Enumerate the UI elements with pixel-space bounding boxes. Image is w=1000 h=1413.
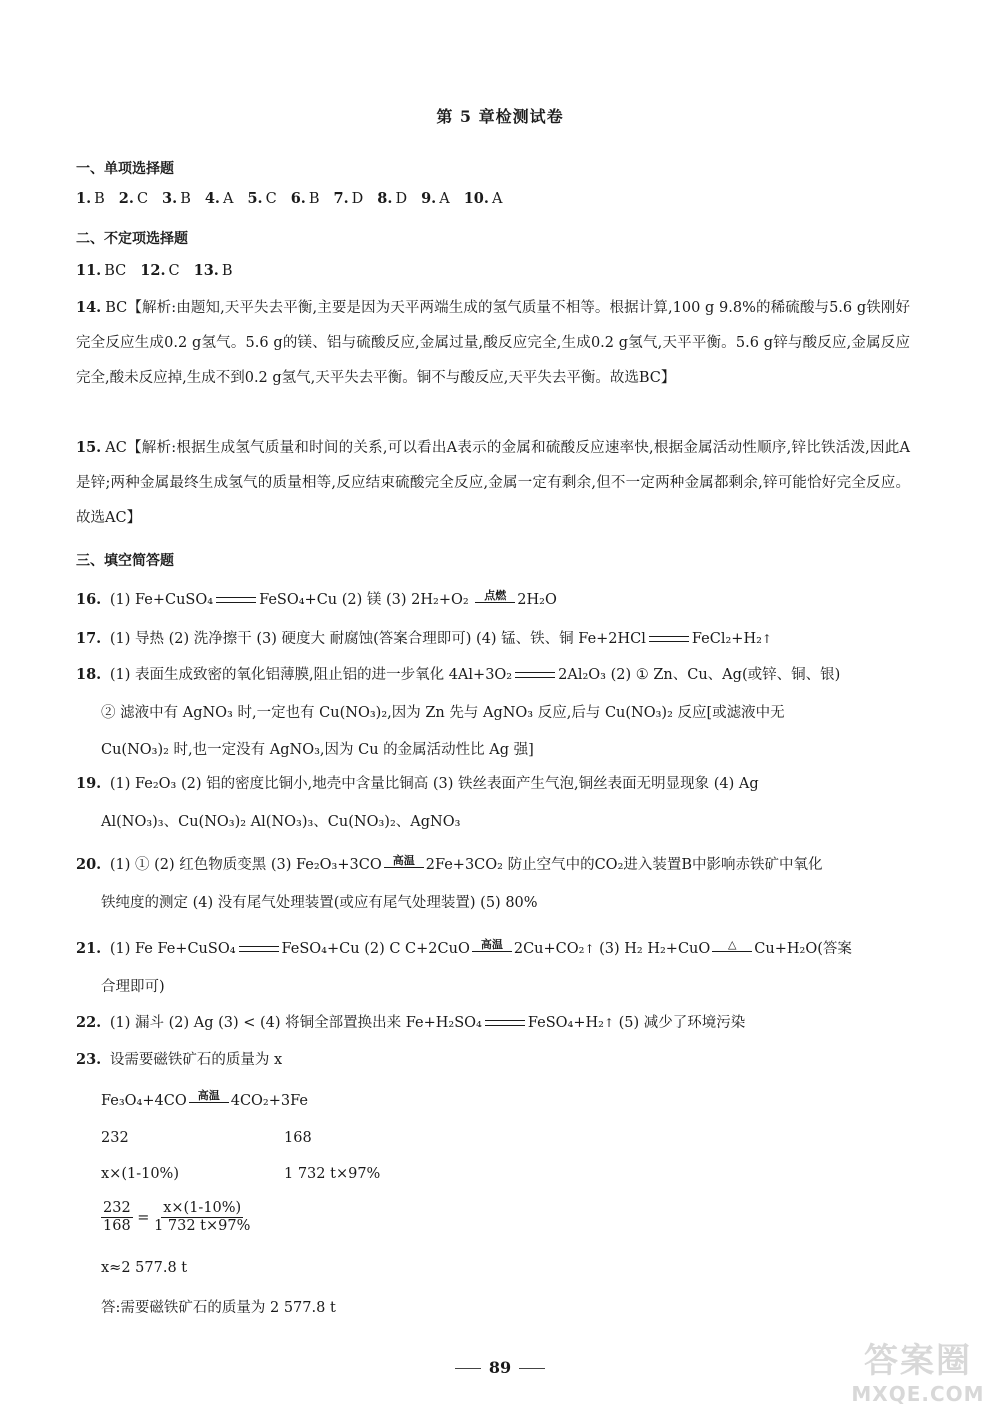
question-number: 14. [76,299,102,316]
reaction-condition [189,1090,229,1109]
choice-answer [421,191,450,207]
page-title: 第 5 章检测试卷 [436,107,564,126]
answer-letter: A [491,191,503,207]
question-number: 22. [76,1014,102,1031]
q23-intro: 设需要磁铁矿石的质量为 x [109,1052,283,1068]
choice-answer [247,191,276,207]
q23-result: x≈2 577.8 t [101,1260,188,1276]
q18-line1a: (1) 表面生成致密的氧化铝薄膜,阻止铝的进一步氧化 4Al+3O₂ [109,667,513,683]
fraction-right [154,1200,250,1236]
answer-letter: A [439,191,450,207]
watermark-logo: 答案圈 [864,1341,972,1381]
q18-line3: Cu(NO₃)₂ 时,也一定没有 AgNO₃,因为 Cu 的金属活动性比 Ag 强] [101,742,534,758]
q20-part1: (1) ① (2) 红色物质变黑 (3) Fe₂O₃+3CO [109,857,382,873]
question-20 [76,853,823,874]
question-22 [76,1011,745,1032]
answer-number: 8. [377,190,393,207]
question-number: 18. [76,666,102,683]
answer-number: 9. [421,190,437,207]
question-number: 19. [76,775,102,792]
fraction-denominator: 1 732 t×97% [154,1218,251,1235]
page-number-value: 89 [488,1358,512,1377]
reaction-condition [472,939,512,958]
choice-answer [291,191,320,207]
section-multi-choice: 二、不定项选择题 [76,231,188,247]
question-19 [76,772,759,793]
question-number: 21. [76,940,102,957]
gas-arrow-icon: ↑ [603,1016,615,1030]
question-number: 23. [76,1051,102,1068]
condition-label: △ [728,938,737,951]
answer-letter: B [221,263,233,279]
question-14 [76,290,910,396]
gas-arrow-icon: ↑ [761,632,772,646]
choice-answer [76,263,126,279]
answer-letter: BC [104,263,127,279]
answer-number: 1. [76,190,92,207]
question-17 [76,627,772,648]
condition-bar [384,867,424,868]
equals-sign [649,636,689,642]
section-single-choice: 一、单项选择题 [76,161,174,177]
q16-part3: 2H₂O [517,592,557,608]
question-15-text: AC【解析:根据生成氢气质量和时间的关系,可以看出A表示的金属和硫酸反应速率快,根据金属活动性顺序,锌比铁活泼,因此A是锌;两种金属最终生成氢气的质量相等,反应结束硫酸完全反应,金属一定有剩余,但不一定两种金属都剩余,锌可能恰好完全反应。故选AC】 [76,440,910,526]
q23-quantity-2: 1 732 t×97% [284,1166,381,1182]
q21-part4: (3) H₂ H₂+CuO [594,941,711,957]
equals-text: = [137,1209,150,1226]
condition-bar [189,1102,229,1103]
answer-letter: B [94,191,105,207]
fraction-numerator: 232 [101,1200,133,1218]
single-choice-answers [76,190,516,207]
answer-letter: D [351,191,364,207]
page-number-dash-right [519,1368,545,1369]
choice-answer [377,191,407,207]
watermark [838,1340,998,1410]
answer-number: 13. [193,262,219,279]
question-number: 15. [76,439,102,456]
choice-answer [464,191,503,207]
choice-answer [162,191,191,207]
condition-label: 点燃 [484,589,507,602]
condition-label: 高温 [197,1089,220,1102]
q23-answer: 答:需要磁铁矿石的质量为 2 577.8 t [101,1300,336,1316]
section-fill-in: 三、填空简答题 [76,553,174,569]
choice-answer [119,191,148,207]
reaction-condition [712,939,752,958]
choice-answer [194,263,233,279]
choice-answer [334,191,364,207]
reaction-condition [475,590,515,609]
q21-line2: 合理即可) [101,979,165,995]
multi-choice-answers [76,262,247,279]
answer-number: 12. [140,262,166,279]
equals-sign [216,597,256,603]
condition-label: 高温 [480,938,503,951]
question-23 [76,1048,282,1069]
equals-sign [515,672,555,678]
question-18 [76,663,840,684]
answer-letter: C [168,263,180,279]
q21-part3: 2Cu+CO₂ [513,941,585,957]
q22-part1: (1) 漏斗 (2) Ag (3) < (4) 将铜全部置换出来 Fe+H₂SO₄ [109,1015,482,1031]
condition-bar [472,951,512,952]
q23-proportion [101,1200,250,1236]
condition-bar [475,602,515,603]
answer-number: 11. [76,262,102,279]
q17-part1: (1) 导热 (2) 洗净擦干 (3) 硬度大 耐腐蚀(答案合理即可) (4) 锰、铁、铜 Fe+2HCl [109,631,646,647]
q18-line2: ② 滤液中有 AgNO₃ 时,一定也有 Cu(NO₃)₂,因为 Zn 先与 AgNO₃ 反应,后与 Cu(NO₃)₂ 反应[或滤液中无 [101,705,785,721]
answer-letter: B [180,191,191,207]
equals-sign [239,946,279,952]
q20-part2: 2Fe+3CO₂ 防止空气中的CO₂进入装置B中影响赤铁矿中氧化 [425,857,823,873]
answer-letter: C [265,191,277,207]
gas-arrow-icon: ↑ [584,942,595,956]
answer-number: 5. [247,190,263,207]
q19-line1: (1) Fe₂O₃ (2) 铝的密度比铜小,地壳中含量比铜高 (3) 铁丝表面产生气泡,铜丝表面无明显现象 (4) Ag [109,776,759,792]
q16-part2: FeSO₄+Cu (2) 镁 (3) 2H₂+O₂ [259,592,469,608]
q21-part2: FeSO₄+Cu (2) C C+2CuO [281,941,470,957]
answer-number: 7. [333,190,349,207]
answer-number: 2. [118,190,134,207]
equals-sign [485,1020,525,1026]
q22-part2: FeSO₄+H₂ [527,1015,604,1031]
answer-number: 6. [290,190,306,207]
condition-label: 高温 [392,854,415,867]
condition-bar [712,951,752,952]
q23-molar-mass-1: 232 [101,1130,129,1146]
question-14-text: BC【解析:由题知,天平失去平衡,主要是因为天平两端生成的氢气质量不相等。根据计算,100 g 9.8%的稀硫酸与5.6 g铁刚好完全反应生成0.2 g氢气。5.6 g的镁、铝与硫酸反应,金属过量,酸反应完全,生成0.2 g氢气,天平平衡。5.6 g锌与酸反应,金属反应完全,酸未反应掉,生成不到0.2 g氢气,天平失去平衡。铜不与酸反应,天平失去平衡。故选BC】 [76,300,910,386]
question-16 [76,588,557,609]
answer-letter: D [395,191,408,207]
question-15 [76,430,910,536]
q18-line1b: 2Al₂O₃ (2) ① Zn、Cu、Ag(或锌、铜、银) [558,667,841,683]
answer-number: 4. [204,190,220,207]
answer-number: 10. [463,190,489,207]
q21-part1: (1) Fe Fe+CuSO₄ [109,941,236,957]
q16-part1: (1) Fe+CuSO₄ [109,592,214,608]
question-21 [76,937,852,958]
question-number: 17. [76,630,102,647]
choice-answer [140,263,179,279]
answer-letter: B [308,191,320,207]
answer-letter: C [136,191,149,207]
q23-equation [101,1090,308,1109]
choice-answer [205,191,234,207]
equation-left: Fe₃O₄+4CO [101,1093,187,1109]
equation-right: 4CO₂+3Fe [230,1093,308,1109]
q23-quantity-1: x×(1-10%) [101,1166,179,1182]
answer-letter: A [222,191,234,207]
q22-part3: (5) 减少了环境污染 [614,1015,746,1031]
q20-line2: 铁纯度的测定 (4) 没有尾气处理装置(或应有尾气处理装置) (5) 80% [101,895,538,911]
choice-answer [76,191,105,207]
reaction-condition [384,855,424,874]
question-number: 20. [76,856,102,873]
fraction-numerator: x×(1-10%) [161,1200,243,1218]
fraction-denominator: 168 [103,1218,131,1235]
q17-part2: FeCl₂+H₂ [691,631,762,647]
q19-line2: Al(NO₃)₃、Cu(NO₃)₂ Al(NO₃)₃、Cu(NO₃)₂、AgNO₃ [101,814,461,830]
page-number-dash-left [455,1368,481,1369]
q23-molar-mass-2: 168 [284,1130,312,1146]
q21-part5: Cu+H₂O(答案 [754,941,852,957]
fraction-left [101,1200,133,1236]
question-number: 16. [76,591,102,608]
watermark-site: MXQE.COM [851,1382,985,1406]
answer-number: 3. [162,190,178,207]
